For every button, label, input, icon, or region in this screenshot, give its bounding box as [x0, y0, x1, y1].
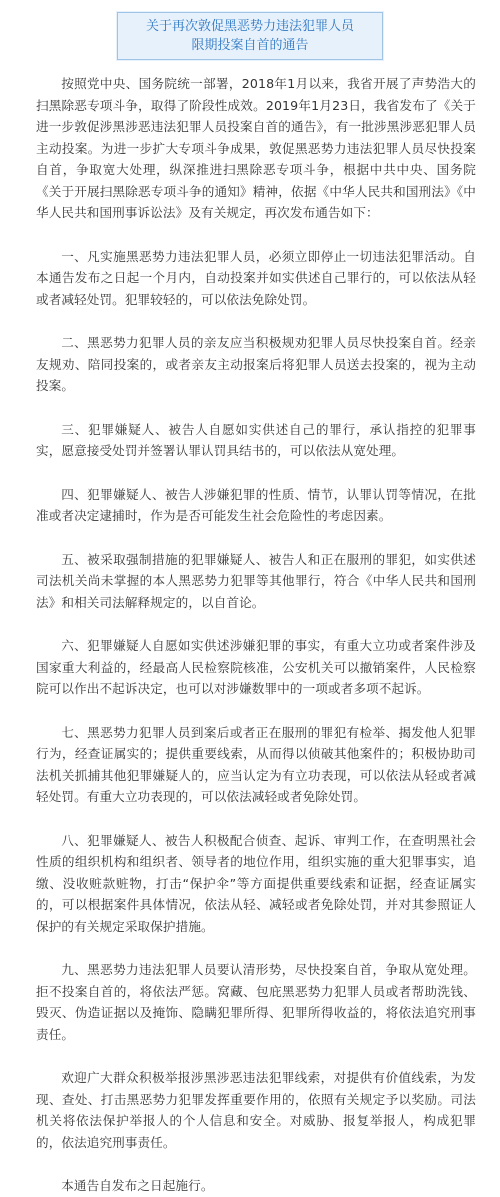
- paragraph-item-5: 五、被采取强制措施的犯罪嫌疑人、被告人和正在服刑的罪犯，如实供述司法机关尚未掌握的本人黑恶势力犯罪等其他罪行，符合《中华人民共和国刑法》和相关司法解释规定的，以自首论。: [36, 551, 476, 610]
- title-line-1: 关于再次敦促黑恶势力违法犯罪人员: [145, 19, 354, 34]
- title-container: [0, 12, 500, 60]
- paragraph-item-3: 三、犯罪嫌疑人、被告人自愿如实供述自己的罪行，承认指控的犯罪事实，愿意接受处罚并签署认罪认罚具结书的，可以依法从宽处理。: [36, 421, 476, 458]
- paragraph-item-2: 二、黑恶势力犯罪人员的亲友应当积极规劝犯罪人员尽快投案自首。经亲友规劝、陪同投案的，或者亲友主动报案后将犯罪人员送去投案的，视为主动投案。: [36, 335, 476, 393]
- paragraph-public-appeal: 欢迎广大群众积极举报涉黑涉恶违法犯罪线索，对提供有价值线索，为发现、查处、打击黑恶势力犯罪发挥重要作用的，依照有关规定予以奖励。司法机关将依法保护举报人的个人信息和安全。对威胁、报复举报人，构成犯罪的，依法追究刑事责任。: [36, 1070, 476, 1150]
- paragraph-item-8: 八、犯罪嫌疑人、被告人积极配合侦查、起诉、审判工作，在查明黑社会性质的组织机构和组织者、领导者的地位作用，组织实施的重大犯罪事实，追缴、没收赃款赃物，打击“保护伞”等方面提供重要线索和证据，经查证属实的，可以根据案件具体情况，依法从轻、减轻或者免除处罚，并对其参照证人保护的有关规定采取保护措施。: [36, 832, 476, 934]
- paragraph-item-9: 九、黑恶势力违法犯罪人员要认清形势，尽快投案自首，争取从宽处理。拒不投案自首的，将依法严惩。窝藏、包庇黑恶势力犯罪人员或者帮助洗钱、毁灭、伪造证据以及掩饰、隐瞒犯罪所得、犯罪所得收益的，将依法追究刑事责任。: [36, 962, 476, 1042]
- paragraph-effective-date: 本通告自发布之日起施行。: [61, 1178, 214, 1193]
- title-box: [117, 12, 383, 60]
- title-line-2: 限期投案自首的通告: [191, 38, 309, 53]
- notice-body: [0, 73, 500, 1197]
- paragraph-item-1: 一、凡实施黑恶势力违法犯罪人员，必须立即停止一切违法犯罪活动。自本通告发布之日起一个月内，自动投案并如实供述自己罪行的，可以依法从轻或者减轻处罚。犯罪较轻的，可以依法免除处罚。: [36, 248, 476, 307]
- paragraph-intro: 按照党中央、国务院统一部署，2018年1月以来，我省开展了声势浩大的扫黑除恶专项斗争，取得了阶段性成效。2019年1月23日，我省发布了《关于进一步敦促涉黑涉恶违法犯罪人员投案自首的通告》，有一批涉黑涉恶犯罪人员主动投案。为进一步扩大专项斗争成果，敦促黑恶势力违法犯罪人员尽快投案自首，争取宽大处理，纵深推进扫黑除恶专项斗争，根据中共中央、国务院《关于开展扫黑除恶专项斗争的通知》精神，依据《中华人民共和国刑法》《中华人民共和国刑事诉讼法》及有关规定，再次发布通告如下：: [36, 76, 476, 220]
- paragraph-item-6: 六、犯罪嫌疑人自愿如实供述涉嫌犯罪的事实，有重大立功或者案件涉及国家重大利益的，经最高人民检察院核准，公安机关可以撤销案件，人民检察院可以作出不起诉决定，也可以对涉嫌数罪中的一项或者多项不起诉。: [36, 638, 476, 696]
- paragraph-item-4: 四、犯罪嫌疑人、被告人涉嫌犯罪的性质、情节，认罪认罚等情况，在批准或者决定逮捕时，作为是否可能发生社会危险性的考虑因素。: [36, 486, 476, 523]
- paragraph-item-7: 七、黑恶势力犯罪人员到案后或者正在服刑的罪犯有检举、揭发他人犯罪行为，经查证属实的；提供重要线索，从而得以侦破其他案件的；积极协助司法机关抓捕其他犯罪嫌疑人的，应当认定为有立功表现，可以依法从轻或者减轻处罚。有重大立功表现的，可以依法减轻或者免除处罚。: [36, 724, 476, 804]
